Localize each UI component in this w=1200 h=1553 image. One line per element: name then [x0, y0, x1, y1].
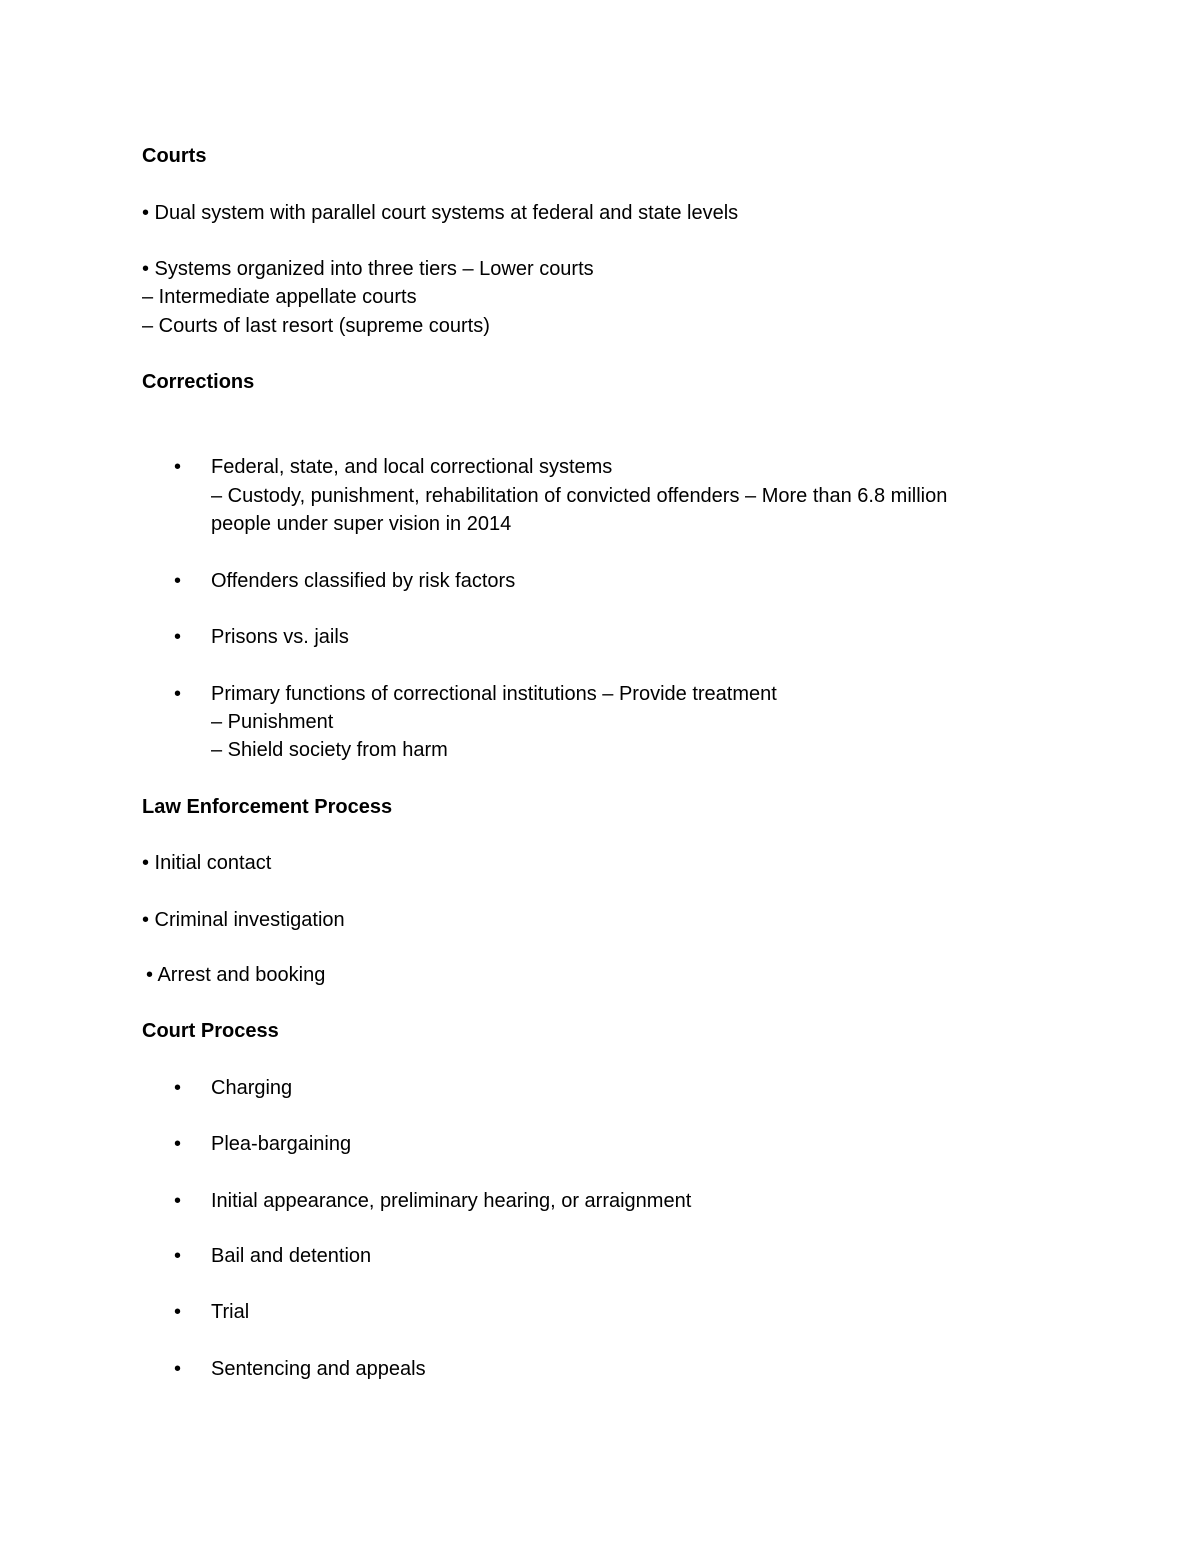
court-process-item: Bail and detention	[211, 1245, 372, 1267]
court-process-item: Plea-bargaining	[211, 1133, 352, 1155]
bullet-icon: •	[174, 1077, 182, 1099]
corrections-item-line: Prisons vs. jails	[211, 626, 349, 648]
bullet-icon: •	[174, 626, 182, 648]
bullet-icon: •	[174, 1358, 182, 1380]
corrections-item-line: – Custody, punishment, rehabilitation of convicted offenders – More than 6.8 million	[211, 485, 948, 507]
corrections-item-line: Offenders classified by risk factors	[211, 570, 516, 592]
court-process-item: Sentencing and appeals	[211, 1358, 426, 1380]
bullet-icon: •	[174, 570, 182, 592]
section-heading-court-process: Court Process	[142, 1020, 279, 1042]
bullet-icon: •	[174, 456, 182, 478]
corrections-item-line: Federal, state, and local correctional systems	[211, 456, 613, 478]
court-process-item: Charging	[211, 1077, 293, 1099]
bullet-icon: •	[174, 1133, 182, 1155]
corrections-item-line: – Shield society from harm	[211, 739, 448, 761]
corrections-item-line: people under super vision in 2014	[211, 513, 512, 535]
bullet-icon: •	[174, 1190, 182, 1212]
section-heading-courts: Courts	[142, 145, 207, 167]
law-enforcement-item: • Arrest and booking	[146, 964, 326, 986]
courts-item: – Courts of last resort (supreme courts)	[142, 315, 490, 337]
bullet-icon: •	[174, 1301, 182, 1323]
law-enforcement-item: • Initial contact	[142, 852, 272, 874]
courts-item: • Dual system with parallel court systems at federal and state levels	[142, 202, 739, 224]
courts-item: • Systems organized into three tiers – Lower courts	[142, 258, 594, 280]
law-enforcement-item: • Criminal investigation	[142, 909, 345, 931]
court-process-item: Trial	[211, 1301, 250, 1323]
section-heading-corrections: Corrections	[142, 371, 255, 393]
section-heading-law-enforcement: Law Enforcement Process	[142, 796, 393, 818]
corrections-item-line: – Punishment	[211, 711, 334, 733]
court-process-item: Initial appearance, preliminary hearing, or arraignment	[211, 1190, 692, 1212]
bullet-icon: •	[174, 683, 182, 705]
courts-item: – Intermediate appellate courts	[142, 286, 417, 308]
bullet-icon: •	[174, 1245, 182, 1267]
corrections-item-line: Primary functions of correctional institutions – Provide treatment	[211, 683, 777, 705]
